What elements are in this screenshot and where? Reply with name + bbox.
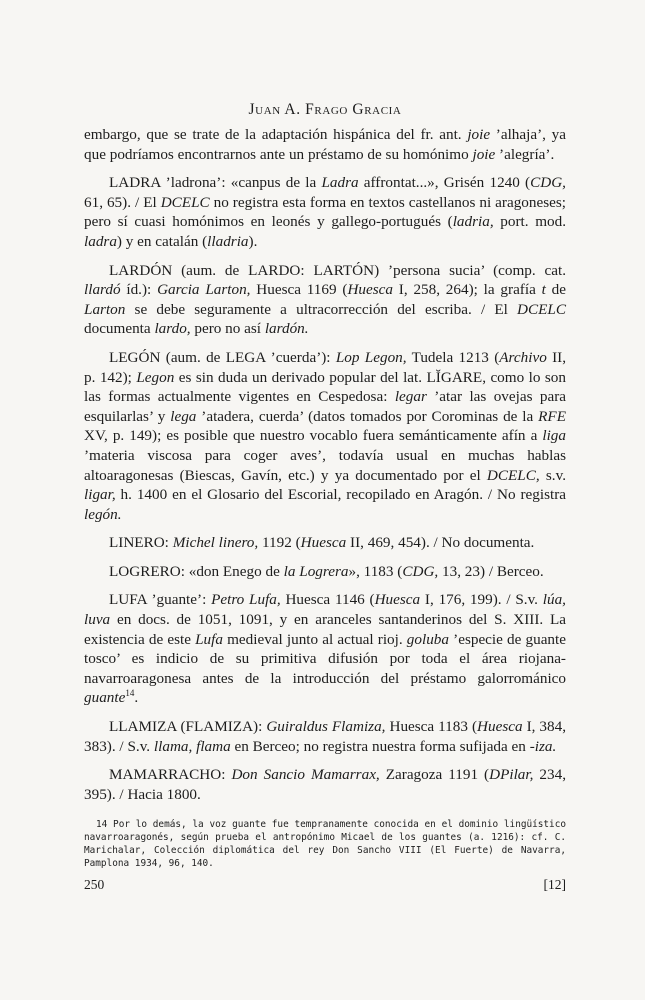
paragraph-p2: LARDÓN (aum. de LARDO: LARTÓN) ’persona sucia’ (comp. cat. llardó íd.): Garcia Larton, Huesca 1169 (Huesca I, 258, 264); la grafía t de Larton se debe seguramente a ultracorrección del escriba. / El DCELC documenta lardo, pero no así lardón.	[84, 261, 566, 338]
paragraph-p0: embargo, que se trate de la adaptación hispánica del fr. ant. joie ’alhaja’, ya que podríamos encontrarnos ante un préstamo de su homónimo joie ’alegría’.	[84, 126, 566, 163]
running-header: Juan A. Frago Gracia	[248, 101, 402, 118]
paragraph-p3: LEGÓN (aum. de LEGA ’cuerda’): Lop Legon, Tudela 1213 (Archivo II, p. 142); Legon es sin duda un derivado popular del lat. LĬGARE, como lo son las formas actualmente vigentes en Cespedosa: legar ’atar las ovejas para esquilarlas’ y lega ’atadera, cuerda’ (datos tomados por Corominas de la RFE XV, p. 149); es posible que nuestro vocablo fuera semánticamente afín a liga ’materia viscosa para coger aves’, todavía usual en muchas hablas altoaragonesas (Biescas, Gavín, etc.) y ya documentado por el DCELC, s.v. ligar, h. 1400 en el Glosario del Escorial, recopilado en Aragón. / No registra legón.	[84, 348, 567, 523]
paragraph-p7: LLAMIZA (FLAMIZA): Guiraldus Flamiza, Huesca 1183 (Huesca I, 384, 383). / S.v. llama, flama en Berceo; no registra nuestra forma sufijada en -iza.	[84, 718, 566, 755]
paragraph-p5: LOGRERO: «don Enego de la Logrera», 1183 (CDG, 13, 23) / Berceo.	[109, 562, 544, 580]
footnote	[84, 818, 566, 870]
paragraph-p6: LUFA ’guante’: Petro Lufa, Huesca 1146 (Huesca I, 176, 199). / S.v. lúa, luva en docs. de 1051, 1091, y en aranceles santanderinos del S. XIII. La existencia de este Lufa medieval junto al actual rioj. goluba ’especie de guante tosco’ es indicio de su primitiva difusión por toda el área riojana-navarroaragonesa antes de la introducción del préstamo galorrománico guante$^{14}$.	[84, 591, 566, 707]
paragraph-p1: LADRA ’ladrona’: «canpus de la Ladra affrontat...», Grisén 1240 (CDG, 61, 65). / El DCELC no registra esta forma en textos castellanos ni aragoneses; pero sí cuasi homónimos en leonés y gallego-portugués (ladria, port. mod. ladra) y en catalán (lladria).	[84, 174, 566, 250]
signature-mark: [12]	[543, 877, 566, 892]
page-number: 250	[84, 877, 105, 892]
footnote-14: 14 Por lo demás, la voz guante fue tempranamente conocida en el dominio lingüístico navarroaragonés, según prueba el antropónimo Micael de los guantes (a. 1216): cf. C. Marichalar, Colección diplomática del rey Don Sancho VIII (El Fuerte) de Navarra, Pamplona 1934, 96, 140.	[84, 819, 566, 869]
paragraph-p4: LINERO: Michel linero, 1192 (Huesca II, 469, 454). / No documenta.	[109, 534, 535, 552]
paragraph-p8: MAMARRACHO: Don Sancio Mamarrax, Zaragoza 1191 (DPilar, 234, 395). / Hacia 1800.	[84, 766, 567, 803]
body-text	[84, 125, 566, 804]
